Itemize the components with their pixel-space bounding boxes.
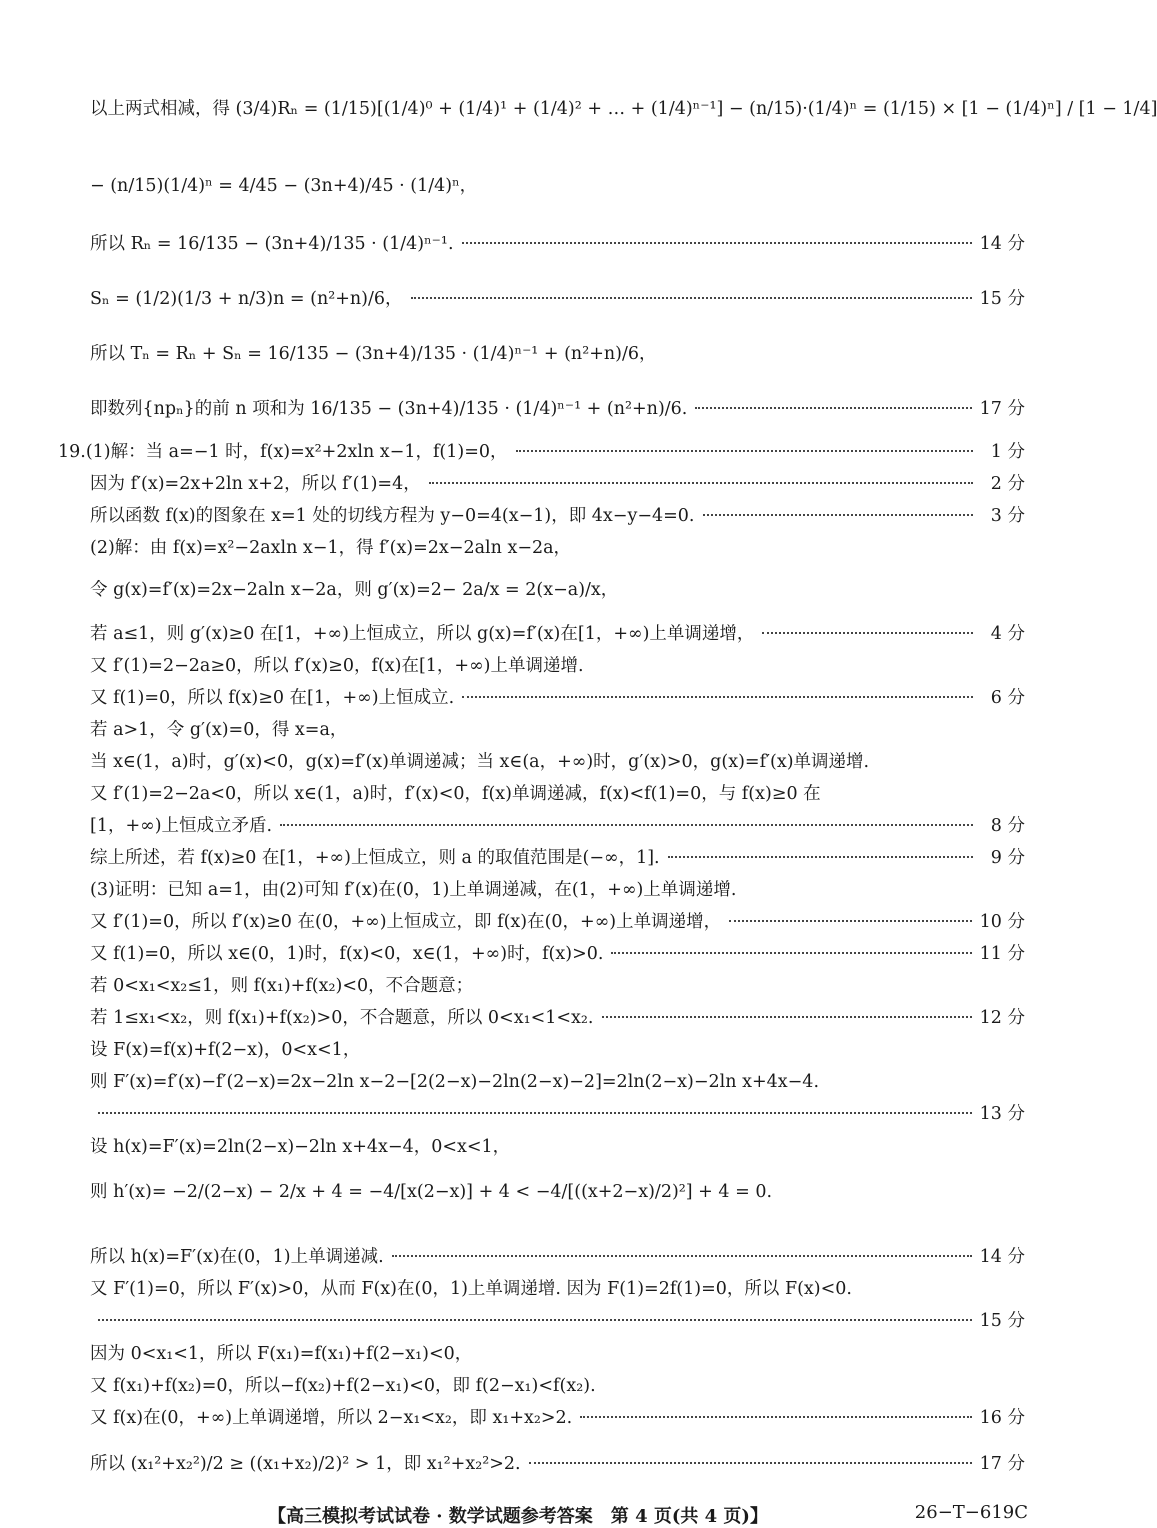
score-mark: 11 分 [979,944,1025,964]
line-text: 又 f(x)在(0，+∞)上单调递增，所以 2−x₁<x₂，即 x₁+x₂>2. [90,1408,573,1428]
line-text: [1，+∞)上恒成立矛盾. [90,816,273,836]
solution-line [90,1243,1025,1268]
leader-dots [668,856,973,858]
solution-line [90,95,1157,120]
solution-line [90,1340,1025,1365]
solution-line [90,395,1025,420]
page-footer [268,1502,1028,1528]
score-mark: 14 分 [979,1247,1025,1267]
solution-line [90,812,1025,837]
leader-dots [611,952,971,954]
score-mark: 1 分 [990,442,1025,462]
footer-code: 26−T−619C [914,1502,1028,1523]
score-mark: 16 分 [979,1408,1025,1428]
solution-line [90,576,1025,601]
line-text: 因为 0<x₁<1，所以 F(x₁)=f(x₁)+f(2−x₁)<0， [90,1344,473,1364]
score-mark: 3 分 [990,506,1025,526]
score-mark: 8 分 [990,816,1025,836]
line-text: 若 0<x₁<x₂≤1，则 f(x₁)+f(x₂)<0，不合题意； [90,976,474,996]
line-text: (2)解：由 f(x)=x²−2axln x−1，得 f′(x)=2x−2aln x−2a， [90,538,572,558]
solution-line [90,908,1025,933]
line-text: 当 x∈(1，a)时，g′(x)<0，g(x)=f′(x)单调递减；当 x∈(a，+∞)时，g′(x)>0，g(x)=f′(x)单调递增. [90,752,870,772]
solution-line [58,438,1025,463]
solution-line [90,502,1025,527]
solution-line [90,876,1025,901]
solution-line [90,1178,1025,1203]
line-text: 所以 h(x)=F′(x)在(0，1)上单调递减. [90,1247,384,1267]
leader-dots [762,632,973,634]
line-text: (3)证明：已知 a=1，由(2)可知 f′(x)在(0，1)上单调递减，在(1，+∞)上单调递增. [90,880,737,900]
score-mark: 4 分 [990,624,1025,644]
leader-dots [411,297,972,299]
line-text: 又 f(1)=0，所以 f(x)≥0 在[1，+∞)上恒成立. [90,688,455,708]
line-text: 又 f′(1)=0，所以 f′(x)≥0 在(0，+∞)上恒成立，即 f(x)在(0，+∞)上单调递增， [90,912,722,932]
solution-line [90,172,1025,197]
leader-dots [280,824,973,826]
score-mark: 15 分 [979,1311,1025,1331]
line-text: 又 f′(1)=2−2a≥0，所以 f′(x)≥0，f(x)在[1，+∞)上单调递增. [90,656,584,676]
leader-dots [98,1112,972,1114]
leader-dots [580,1416,971,1418]
line-text: 设 F(x)=f(x)+f(2−x)，0<x<1， [90,1040,361,1060]
footer-title: 【高三模拟考试试卷 · 数学试题参考答案 第 4 页(共 4 页)】 [268,1506,768,1527]
line-text: − (n/15)(1/4)ⁿ = 4/45 − (3n+4)/45 · (1/4)ⁿ， [90,176,478,196]
solution-line [90,620,1025,645]
solution-line [90,716,1025,741]
line-text: 以上两式相减，得 (3/4)Rₙ = (1/15)[(1/4)⁰ + (1/4)¹ + (1/4)² + … + (1/4)ⁿ⁻¹] − (n/15)·(1/4)ⁿ = (1/15) × [1 − (1/4)ⁿ] / [1 − 1/4] [90,99,1157,119]
line-text: 设 h(x)=F′(x)=2ln(2−x)−2ln x+4x−4，0<x<1， [90,1137,511,1157]
solution-line [90,684,1025,709]
solution-line [90,940,1025,965]
solution-line [90,230,1025,255]
leader-dots [516,450,973,452]
solution-line [90,470,1025,495]
line-text: 所以 Rₙ = 16/135 − (3n+4)/135 · (1/4)ⁿ⁻¹. [90,234,454,254]
solution-line [90,340,1025,365]
line-text: 所以 (x₁²+x₂²)/2 ≥ ((x₁+x₂)/2)² > 1，即 x₁²+x₂²>2. [90,1454,521,1474]
score-mark: 17 分 [979,399,1025,419]
solution-line [90,1068,1025,1093]
solution-line [90,1004,1025,1029]
leader-dots [392,1255,972,1257]
leader-dots [695,407,971,409]
score-mark: 17 分 [979,1454,1025,1474]
solution-line [90,748,1025,773]
line-text: 因为 f′(x)=2x+2ln x+2，所以 f′(1)=4， [90,474,421,494]
leader-dots [602,1016,972,1018]
leader-dots [462,696,973,698]
line-text: 则 h′(x)= −2/(2−x) − 2/x + 4 = −4/[x(2−x)] + 4 < −4/[((x+2−x)/2)²] + 4 = 0. [90,1182,773,1202]
line-text: 19.(1)解：当 a=−1 时，f(x)=x²+2xln x−1，f(1)=0， [58,442,508,462]
leader-dots [703,514,974,516]
solution-line [90,1307,1025,1332]
solution-line [90,285,1025,310]
line-text: 即数列{npₙ}的前 n 项和为 16/135 − (3n+4)/135 · (1/4)ⁿ⁻¹ + (n²+n)/6. [90,399,688,419]
score-mark: 14 分 [979,234,1025,254]
solution-line [90,972,1025,997]
line-text: 又 F′(1)=0，所以 F′(x)>0，从而 F(x)在(0，1)上单调递增. 因为 F(1)=2f(1)=0，所以 F(x)<0. [90,1279,852,1299]
score-mark: 2 分 [990,474,1025,494]
solution-line [90,780,1025,805]
line-text: 所以 Tₙ = Rₙ + Sₙ = 16/135 − (3n+4)/135 · (1/4)ⁿ⁻¹ + (n²+n)/6， [90,344,657,364]
solution-line [90,1372,1025,1397]
solution-line [90,534,1025,559]
solution-line [90,1404,1025,1429]
leader-dots [462,242,972,244]
solution-line [90,1100,1025,1125]
line-text: 又 f(x₁)+f(x₂)=0，所以−f(x₂)+f(2−x₁)<0，即 f(2−x₁)<f(x₂). [90,1376,596,1396]
score-mark: 15 分 [979,289,1025,309]
leader-dots [429,482,973,484]
line-text: 令 g(x)=f′(x)=2x−2aln x−2a，则 g′(x)=2− 2a/x = 2(x−a)/x， [90,580,619,600]
score-mark: 6 分 [990,688,1025,708]
line-text: 又 f′(1)=2−2a<0，所以 x∈(1，a)时，f′(x)<0，f(x)单调递减，f(x)<f(1)=0，与 f(x)≥0 在 [90,784,821,804]
line-text: 若 a>1，令 g′(x)=0，得 x=a， [90,720,348,740]
solution-line [90,844,1025,869]
line-text: 则 F′(x)=f′(x)−f′(2−x)=2x−2ln x−2−[2(2−x)−2ln(2−x)−2]=2ln(2−x)−2ln x+4x−4. [90,1072,820,1092]
line-text: 所以函数 f(x)的图象在 x=1 处的切线方程为 y−0=4(x−1)，即 4x−y−4=0. [90,506,695,526]
line-text: 若 a≤1，则 g′(x)≥0 在[1，+∞)上恒成立，所以 g(x)=f′(x)在[1，+∞)上单调递增， [90,624,755,644]
line-text: Sₙ = (1/2)(1/3 + n/3)n = (n²+n)/6， [90,289,403,309]
leader-dots [529,1462,972,1464]
solution-line [90,1275,1025,1300]
line-text: 又 f(1)=0，所以 x∈(0，1)时，f(x)<0，x∈(1，+∞)时，f(x)>0. [90,944,604,964]
score-mark: 9 分 [990,848,1025,868]
solution-line [90,1133,1025,1158]
line-text: 若 1≤x₁<x₂，则 f(x₁)+f(x₂)>0，不合题意，所以 0<x₁<1<x₂. [90,1008,594,1028]
solution-line [90,1450,1025,1475]
score-mark: 10 分 [979,912,1025,932]
solution-line [90,1036,1025,1061]
leader-dots [729,920,972,922]
score-mark: 12 分 [979,1008,1025,1028]
solution-line [90,652,1025,677]
line-text: 综上所述，若 f(x)≥0 在[1，+∞)上恒成立，则 a 的取值范围是(−∞，1]. [90,848,660,868]
score-mark: 13 分 [979,1104,1025,1124]
leader-dots [98,1319,972,1321]
